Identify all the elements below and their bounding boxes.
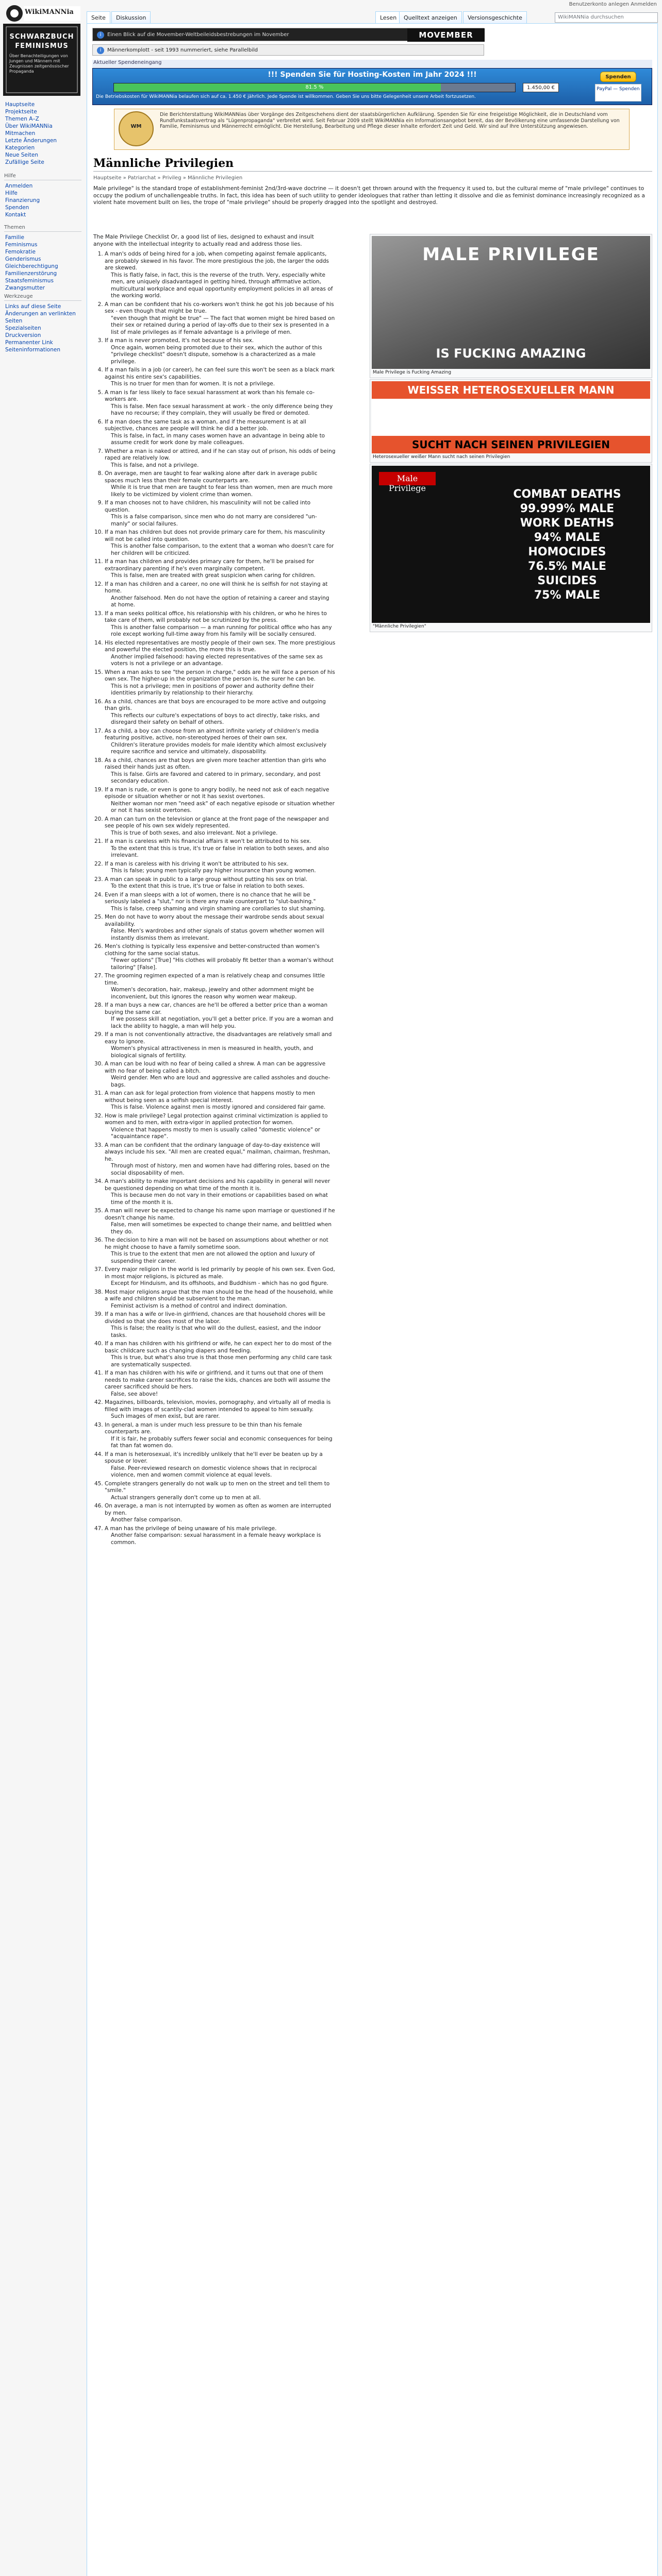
rebuttal-text: This is false. Violence against men is mostly ignored and considered fair game. bbox=[111, 1104, 326, 1110]
list-item bbox=[105, 1399, 336, 1420]
secondary-banner[interactable] bbox=[92, 44, 484, 56]
topic-item-7[interactable]: Zwangsmutter bbox=[5, 285, 45, 291]
claim-text: If a man has children with his girlfriend or wife, he can expect her to do most of the basic childcare such as changing diapers and feeding. bbox=[105, 1341, 332, 1354]
breadcrumb[interactable]: Hauptseite » Patriarchat » Privileg » Männliche Privilegien bbox=[93, 175, 243, 181]
claim-text: Complete strangers generally do not walk up to men on the street and tell them to "smile." bbox=[105, 1480, 330, 1494]
list-item bbox=[105, 1481, 336, 1502]
list-item bbox=[105, 669, 336, 697]
stat-line: 75% MALE bbox=[534, 589, 601, 602]
claim-text: If a man does the same task as a woman, and if the measurement is at all subjective, chances are people will think he did a better job. bbox=[105, 418, 306, 432]
claim-text: If a man is not conventionally attractive, the disadvantages are relatively small and easy to ignore. bbox=[105, 1031, 332, 1045]
claim-text: A man can be confident that his co-workers won't think he got his job because of his sex - even though that might be true. bbox=[105, 301, 334, 314]
list-item bbox=[105, 1311, 336, 1339]
claim-text: If a man is careless with his financial affairs it won't be attributed to his sex. bbox=[105, 838, 311, 844]
nav-item-4[interactable]: Mitmachen bbox=[5, 130, 36, 137]
article-body bbox=[93, 234, 336, 1548]
stats-label: Male Privilege bbox=[379, 472, 436, 485]
rebuttal-text: If we possess skill at negotiation, you'll get a better price. If you are a woman and lack the ability to haggle, a man will help you. bbox=[111, 1016, 334, 1029]
tool-item-3[interactable]: Druckversion bbox=[5, 332, 41, 338]
rebuttal-text: To the extent that this is true, it's true or false in relation to both sexes. bbox=[111, 883, 305, 889]
rebuttal-text: Except for Hinduism, and its offshoots, and Buddhism - which has no god figure. bbox=[111, 1280, 328, 1286]
list-item bbox=[105, 1526, 336, 1547]
help-portal bbox=[4, 173, 81, 218]
donate-button[interactable]: Spenden bbox=[600, 72, 636, 82]
rebuttal-text: This is true of both sexes, and also irrelevant. Not a privilege. bbox=[111, 829, 278, 836]
claim-text: If a man has children and provides primary care for them, he'll be praised for extraordinary parenting if he's even marginally competent. bbox=[105, 558, 315, 572]
rebuttal-text: If it is fair, he probably suffers fewer social and economic consequences for being fat than fat women do. bbox=[111, 1435, 333, 1449]
rebuttal-text: Once again, women being promoted due to their sex, which the author of this "privilege checklist" doesn't dispute, somehow is a characterized as a male privilege. bbox=[111, 344, 322, 365]
image-caption: "Männliche Privilegien" bbox=[373, 624, 426, 629]
topic-item-1[interactable]: Feminismus bbox=[5, 242, 38, 248]
donation-progress-text: 81.5 % bbox=[305, 84, 324, 90]
stats-image bbox=[372, 466, 650, 623]
list-item bbox=[105, 728, 336, 756]
movember-banner[interactable] bbox=[92, 28, 484, 41]
nav-item-3[interactable]: Über WikiMANNia bbox=[5, 123, 53, 129]
rebuttal-text: While it is true that men are taught to fear less than women, men are much more likely to be victimized by violent crime than women. bbox=[111, 484, 333, 498]
rebuttal-text: This is no truer for men than for women. It is not a privilege. bbox=[111, 381, 275, 387]
logo-sub2: FEMINISMUS bbox=[15, 42, 69, 50]
image-male-privilege-stats[interactable] bbox=[370, 464, 652, 632]
rebuttal-text: This is false; the reality is that who will do the dullest, easiest, and the indoor tasks. bbox=[111, 1325, 321, 1338]
list-item bbox=[105, 470, 336, 498]
info-text: Die Berichterstattung WikiMANNias über Vorgänge des Zeitgeschehens dient der staatsbürgerlichen Aufklärung. Spenden Sie für eine freigeistige Möglichkeit, die in Deutschland vom Rundfunkstaatsvertrag als "Lügenpropaganda" verbreitet wird. Seit Februar 2009 stellt WikiMANNia ein Informationsangebot bereit, das der Bevölkerung eine umfassende Darstellung von Familie, Feminismus und Männerrecht ermöglicht. Die Herstellung, Bearbeitung und Pflege dieser Inhalte erfordert Zeit und Geld. Wir sind auf Ihre Unterstützung angewiesen. bbox=[160, 112, 620, 129]
rebuttal-text: This is true to the extent that men are not allowed the option and luxury of suspending their career. bbox=[111, 1251, 315, 1264]
rebuttal-text: Through most of history, men and women have had differing roles, based on the social disposability of men. bbox=[111, 1163, 330, 1176]
list-item bbox=[105, 1090, 336, 1111]
claim-text: Men do not have to worry about the message their wardrobe sends about sexual availability. bbox=[105, 914, 324, 927]
topic-item-4[interactable]: Gleichberechtigung bbox=[5, 263, 58, 269]
rebuttal-text: Violence that happens mostly to men is usually called "domestic violence" or "acquaintance rape". bbox=[111, 1126, 320, 1140]
rebuttal-text: This is another false comparison, to the extent that a woman who doesn't care for her children will be criticized. bbox=[111, 543, 334, 556]
claim-text: A man can be loud with no fear of being called a shrew. A man can be aggressive with no fear of being called a bitch. bbox=[105, 1061, 326, 1074]
rebuttal-text: This is a false comparison, since men who do not marry are considered "un-manly" or social failures. bbox=[111, 514, 317, 527]
nav-item-6[interactable]: Kategorien bbox=[5, 145, 35, 151]
rebuttal-text: Actual strangers generally don't come up to men at all. bbox=[111, 1494, 261, 1501]
banner1-text: Einen Blick auf die Movember-Weltbeileidsbestrebungen im November bbox=[107, 32, 289, 38]
rebuttal-text: This is false, in fact, in many cases women have an advantage in being able to assume credit for work done by male colleagues. bbox=[111, 432, 325, 446]
list-item bbox=[105, 838, 336, 859]
rebuttal-text: Another false comparison: sexual harassment in a female heavy workplace is common. bbox=[111, 1532, 321, 1546]
title-divider bbox=[93, 171, 652, 172]
nav-item-2[interactable]: Themen A–Z bbox=[5, 116, 39, 122]
list-item bbox=[105, 500, 336, 528]
donation-progress-bar bbox=[113, 83, 516, 92]
rebuttal-text: This is because men do not vary in their emotions or capabilities based on what time of the month it is. bbox=[111, 1192, 328, 1206]
topics-heading: Themen bbox=[4, 225, 81, 232]
claim-text: If a man chooses not to have children, his masculinity will not be called into question. bbox=[105, 500, 311, 513]
movember-logo: MOVEMBER bbox=[407, 28, 485, 42]
rebuttal-text: This is true, but what's also true is that those men performing any child care task are systematically suspected. bbox=[111, 1354, 332, 1368]
meme-bottom-text: IS FUCKING AMAZING bbox=[436, 346, 586, 361]
rebuttal-text: "even though that might be true" — The fact that women might be hired based on their sex or retained during a period of lay-offs due to their sex is presented in a list of male privileges as if female advantage is a privilege of men. bbox=[111, 315, 335, 335]
meme-bottom-text: SUCHT NACH SEINEN PRIVILEGIEN bbox=[372, 436, 650, 453]
help-item-1[interactable]: Hilfe bbox=[5, 190, 18, 196]
claim-text: If a man is rude, or even is gone to angry bodily, he need not ask of each negative episode or situation whether or not it has sexist overtones. bbox=[105, 786, 329, 800]
search-input[interactable]: WikiMANNia durchsuchen bbox=[555, 12, 658, 23]
rebuttal-text: False. Peer-reviewed research on domestic violence shows that in reciprocal violence, men and women commit violence at equal levels. bbox=[111, 1465, 317, 1478]
claim-text: If a man has children and a career, no one will think he is selfish for not staying at home. bbox=[105, 581, 328, 594]
claim-text: If a man seeks political office, his relationship with his children, or who he hires to take care of them, will probably not be scrutinized by the press. bbox=[105, 610, 327, 623]
nav-item-0[interactable]: Hauptseite bbox=[5, 101, 35, 108]
meme-image bbox=[372, 236, 650, 369]
list-item bbox=[105, 892, 336, 913]
list-item bbox=[105, 611, 336, 638]
tool-item-5[interactable]: Seiteninformationen bbox=[5, 347, 60, 353]
rebuttal-text: "Fewer options" [True] "His clothes will probably fit better than a woman's without tailoring" [False]. bbox=[111, 957, 334, 971]
list-item bbox=[105, 448, 336, 469]
list-item bbox=[105, 1266, 336, 1287]
logo-sub: SCHWARZBUCH bbox=[9, 33, 74, 41]
list-item bbox=[105, 1237, 336, 1265]
topic-item-3[interactable]: Genderismus bbox=[5, 256, 41, 262]
rebuttal-text: This is false, creep shaming and virgin shaming are corollaries to slut shaming. bbox=[111, 905, 326, 912]
list-item bbox=[105, 1422, 336, 1450]
claim-text: If a man is careless with his driving it won't be attributed to his sex. bbox=[105, 860, 289, 867]
help-item-0[interactable]: Anmelden bbox=[5, 183, 33, 189]
claim-text: As a child, chances are that boys are encouraged to be more active and outgoing than girls. bbox=[105, 698, 326, 711]
rebuttal-text: False. Men's wardrobes and other signals of status govern whether women will instantly dismiss them as irrelevant. bbox=[111, 928, 325, 941]
list-item bbox=[105, 301, 336, 336]
rebuttal-text: Another falsehood. Men do not have the option of retaining a career and staying at home. bbox=[111, 595, 329, 608]
rebuttal-text: This is false, men are treated with great suspicion when caring for children. bbox=[111, 572, 316, 579]
help-item-2[interactable]: Finanzierung bbox=[5, 197, 40, 204]
site-logo[interactable] bbox=[3, 2, 80, 97]
rebuttal-text: False, men will sometimes be expected to change their name, and belittled when they do. bbox=[111, 1222, 332, 1235]
list-item bbox=[105, 367, 336, 388]
tab-history[interactable]: Versionsgeschichte bbox=[463, 11, 527, 24]
image-straight-white-man[interactable] bbox=[370, 379, 652, 463]
rebuttal-text: Another implied falsehood: having elected representatives of the same sex as voters is not a privilege or an advantage. bbox=[111, 653, 323, 667]
claim-text: Every major religion in the world is led primarily by people of his own sex. Even God, in most major religions, is pictured as male. bbox=[105, 1266, 335, 1280]
stat-line: SUICIDES bbox=[537, 574, 597, 587]
list-item bbox=[105, 1289, 336, 1310]
info-icon: i bbox=[97, 47, 104, 54]
rebuttal-text: Feminist activism is a method of control and indirect domination. bbox=[111, 1302, 288, 1309]
claim-text: A man can be confident that the ordinary language of day-to-day existence will always include his sex. "All men are created equal," mailman, chairman, freshman, he. bbox=[105, 1142, 330, 1162]
claim-text: A man can ask for legal protection from violence that happens mostly to men without being seen as a selfish special interest. bbox=[105, 1090, 316, 1104]
claim-text: If a man is never promoted, it's not because of his sex. bbox=[105, 337, 254, 344]
list-item bbox=[105, 973, 336, 1001]
stat-line: COMBAT DEATHS bbox=[513, 488, 621, 501]
list-item bbox=[105, 914, 336, 942]
tools-heading: Werkzeuge bbox=[4, 294, 81, 301]
claim-text: A man has the privilege of being unaware of his male privilege. bbox=[105, 1525, 277, 1532]
tab-page[interactable]: Seite bbox=[87, 11, 110, 24]
claim-text: If a man has children with his wife or girlfriend, and it turns out that one of them needs to make career sacrifices to raise the kids, chances are both will assume the career sacrificed should be hers. bbox=[105, 1370, 330, 1390]
rebuttal-text: This is false. Men face sexual harassment at work - the only difference being they have no recourse; if they complain, they will usually be fired or demoted. bbox=[111, 403, 333, 416]
stat-line: WORK DEATHS bbox=[520, 517, 615, 530]
claim-text: Even if a man sleeps with a lot of women, there is no chance that he will be seriously labeled a "slut," nor is there any male counterpart to "slut-bashing." bbox=[105, 891, 316, 905]
info-box bbox=[114, 109, 630, 150]
claim-text: How is male privilege? Legal protection against criminal victimization is applied to women and to men, with extra-vigor in applied protection for women. bbox=[105, 1112, 328, 1126]
claim-text: On average, men are taught to fear walking alone after dark in average public spaces much less than their female counterparts are. bbox=[105, 470, 318, 484]
list-item bbox=[105, 1370, 336, 1398]
nav-portal bbox=[4, 101, 81, 166]
claim-text: If a man is heterosexual, it's incredibly unlikely that he'll ever be beaten up by a spouse or lover. bbox=[105, 1451, 323, 1464]
list-item bbox=[105, 861, 336, 875]
rebuttal-text: To the extent that this is true, it's true or false in relation to both sexes, and also irrelevant. bbox=[111, 845, 329, 858]
intro-paragraph: Male privilege" is the standard trope of establishment-feminist 2nd/3rd-wave doctrine — it doesn't get thrown around with the frequency it used to, but the cultural meme of "male privilege" continues to occupy the podium of unchallengeable truths. In fact, this idea has been of such utility to gender ideologues that rather than letting it dissolve and die as feminist dominance increasingly recognized as a violent hate movement built on lies, the trope of "male privilege" should be properly dragged into the spotlight and destroyed. bbox=[93, 185, 645, 206]
claim-text: A man is far less likely to face sexual harassment at work than his female co-workers are. bbox=[105, 389, 315, 402]
tool-item-1[interactable]: Änderungen an verlinkten Seiten bbox=[5, 311, 76, 324]
list-item bbox=[105, 876, 336, 890]
donation-goal: 1.450,00 € bbox=[523, 83, 559, 92]
nav-item-7[interactable]: Neue Seiten bbox=[5, 152, 39, 158]
meme-top-text: WEISSER HETEROSEXUELLER MANN bbox=[372, 381, 650, 399]
list-item bbox=[105, 529, 336, 557]
help-item-3[interactable]: Spenden bbox=[5, 205, 29, 211]
sidebar bbox=[0, 0, 87, 2576]
rebuttal-text: This is false; young men typically pay higher insurance than young women. bbox=[111, 868, 316, 874]
content-area bbox=[87, 23, 658, 2576]
list-item bbox=[105, 558, 336, 580]
rebuttal-text: Weird gender. Men who are loud and aggressive are called assholes and douche-bags. bbox=[111, 1075, 330, 1088]
list-item bbox=[105, 389, 336, 417]
list-item bbox=[105, 1061, 336, 1089]
tool-item-0[interactable]: Links auf diese Seite bbox=[5, 303, 61, 310]
list-item bbox=[105, 1341, 336, 1368]
nav-item-5[interactable]: Letzte Änderungen bbox=[5, 138, 57, 144]
rebuttal-text: This is false, and not a privilege. bbox=[111, 462, 199, 468]
nav-item-1[interactable]: Projektseite bbox=[5, 109, 37, 115]
list-item bbox=[105, 419, 336, 447]
coin-icon: WM bbox=[119, 111, 154, 146]
stat-line: 94% MALE bbox=[534, 531, 601, 544]
claim-text: If a man buys a new car, chances are he'll be offered a better price than a woman buying the same car. bbox=[105, 1002, 328, 1015]
claim-text: The decision to hire a man will not be based on assumptions about whether or not he might choose to have a family sometime soon. bbox=[105, 1237, 328, 1250]
page-title: Männliche Privilegien bbox=[93, 157, 234, 170]
meme-image bbox=[372, 381, 650, 453]
claim-text: His elected representatives are mostly people of their own sex. The more prestigious and powerful the elected position, the more this is true. bbox=[105, 639, 336, 653]
logo-name: WikiMANNia bbox=[25, 8, 74, 16]
list-item bbox=[105, 640, 336, 668]
stat-line: HOMOCIDES bbox=[528, 546, 606, 558]
rebuttal-text: Women's decoration, hair, makeup, jewelry and other adornment might be inconvenient, but this ignores the reason why women wear makeup. bbox=[111, 987, 314, 1000]
claim-text: A man's ability to make important decisions and his capability in general will never be questioned depending on what time of the month it is. bbox=[105, 1178, 330, 1192]
stat-line: 76.5% MALE bbox=[528, 560, 606, 573]
user-links[interactable]: Benutzerkonto anlegen Anmelden bbox=[569, 2, 657, 7]
list-item bbox=[105, 1113, 336, 1141]
rebuttal-text: Children's literature provides models for male identity which almost exclusively require sacrifice and service and ultimately, disposability. bbox=[111, 741, 327, 755]
checklist-heading: The Male Privilege Checklist Or, a good list of lies, designed to exhaust and insult anyone with the intellectual integrity to actually read and address those lies. bbox=[93, 234, 314, 247]
topics-portal bbox=[4, 225, 81, 292]
paypal-button[interactable]: PayPal — Spenden bbox=[595, 84, 641, 101]
help-item-4[interactable]: Kontakt bbox=[5, 212, 26, 218]
image-caption: Male Privilege is Fucking Amazing bbox=[373, 370, 452, 375]
list-item bbox=[105, 1002, 336, 1030]
claim-text: If a man has children but does not provide primary care for them, his masculinity will not be called into question. bbox=[105, 529, 325, 543]
claim-text: A man can turn on the television or glance at the front page of the newspaper and see people of his own sex widely represented. bbox=[105, 816, 329, 829]
list-item bbox=[105, 787, 336, 815]
drive-footer: Die Betriebskosten für WikiMANNia belaufen sich auf ca. 1.450 € jährlich. Jede Spende ist willkommen. Geben Sie uns bitte Gelegenheit unsere Arbeit fortzusetzen. bbox=[96, 94, 476, 99]
list-item bbox=[105, 1031, 336, 1059]
rebuttal-text: This is another false comparison — a man running for political office who has any role except working full-time away from his family will be socially censured. bbox=[111, 624, 332, 637]
rebuttal-text: Women's physical attractiveness in men is measured in health, youth, and biological signals of fertility. bbox=[111, 1045, 313, 1059]
rebuttal-text: This is flatly false, in fact, this is the reverse of the truth. Very, especially white men, are uniquely disadvantaged in getting hired, through affirmative action, multicultural workplace and equal opportunity employment policies in all areas of the working world. bbox=[111, 272, 333, 299]
claim-text: The grooming regimen expected of a man is relatively cheap and consumes little time. bbox=[105, 973, 325, 986]
tool-item-4[interactable]: Permanenter Link bbox=[5, 340, 53, 346]
page-tabs bbox=[87, 11, 658, 24]
donation-drive bbox=[92, 68, 652, 105]
claim-text: A man's odds of being hired for a job, when competing against female applicants, are probably skewed in his favor. The more prestigious the job, the larger the odds are skewed. bbox=[105, 251, 329, 271]
claim-text: A man will never be expected to change his name upon marriage or questioned if he doesn't change his name. bbox=[105, 1208, 335, 1221]
meme-top-text: MALE PRIVILEGE bbox=[422, 244, 600, 265]
claim-text: A man can speak in public to a large group without putting his sex on trial. bbox=[105, 876, 308, 883]
privilege-list bbox=[105, 251, 336, 1546]
claim-text: When a man asks to see "the person in charge," odds are he will face a person of his own sex. The higher-up in the organization the person is, the surer he can be. bbox=[105, 669, 335, 682]
logo-tagline: Über Benachteiligungen von Jungen und Männern mit Zeugnissen zeitgenössischer Propaganda bbox=[9, 54, 69, 74]
rebuttal-text: This is false. Girls are favored and catered to in primary, secondary, and post secondary education. bbox=[111, 771, 321, 784]
rebuttal-text: Such images of men exist, but are rarer. bbox=[111, 1413, 220, 1419]
list-item bbox=[105, 816, 336, 837]
claim-text: As a child, chances are that boys are given more teacher attention than girls who raised their hands just as often. bbox=[105, 757, 326, 770]
list-item bbox=[105, 581, 336, 609]
image-caption: Heterosexueller weißer Mann sucht nach seinen Privilegien bbox=[373, 454, 510, 460]
claim-text: Men's clothing is typically less expensive and better-constructed than women's clothing for the same social status. bbox=[105, 943, 320, 957]
stats-list bbox=[492, 487, 642, 603]
banner2-text: Männerkomplott - seit 1993 nummeriert, siehe Parallelbild bbox=[107, 47, 258, 53]
rebuttal-text: Neither woman nor men "need ask" of each negative episode or situation whether or not it has sexist overtones. bbox=[111, 800, 335, 814]
claim-text: On average, a man is not interrupted by women as often as women are interrupted by men. bbox=[105, 1503, 332, 1516]
list-item bbox=[105, 699, 336, 726]
list-item bbox=[105, 1208, 336, 1235]
topic-item-5[interactable]: Familienzerstörung bbox=[5, 270, 57, 277]
info-icon: i bbox=[97, 31, 104, 39]
tab-view-source[interactable]: Quelltext anzeigen bbox=[399, 11, 462, 24]
stat-line: 99.999% MALE bbox=[520, 502, 615, 515]
image-male-privilege[interactable] bbox=[370, 234, 652, 378]
list-item bbox=[105, 1178, 336, 1206]
tools-portal bbox=[4, 294, 81, 353]
claim-text: If a man has a wife or live-in girlfriend, chances are that household chores will be divided so that she does most of the labor. bbox=[105, 1311, 325, 1325]
tab-discussion[interactable]: Diskussion bbox=[111, 11, 151, 24]
tab-read[interactable]: Lesen bbox=[375, 11, 401, 24]
list-item bbox=[105, 757, 336, 785]
nav-item-8[interactable]: Zufällige Seite bbox=[5, 159, 44, 165]
list-item bbox=[105, 943, 336, 971]
list-item bbox=[105, 1451, 336, 1479]
claim-text: If a man fails in a job (or career), he can feel sure this won't be seen as a black mark against his entire sex's capabilities. bbox=[105, 367, 335, 380]
donation-status-label: Aktueller Spendeneingang bbox=[92, 60, 652, 68]
list-item bbox=[105, 1142, 336, 1177]
rebuttal-text: Another false comparison. bbox=[111, 1517, 183, 1523]
tool-item-2[interactable]: Spezialseiten bbox=[5, 325, 41, 331]
rebuttal-text: False, see above! bbox=[111, 1391, 158, 1397]
rebuttal-text: This reflects our culture's expectations of boys to act directly, take risks, and disregard their safety on behalf of others. bbox=[111, 712, 320, 725]
claim-text: Magazines, billboards, television, movies, pornography, and virtually all of media is filled with images of scantily-clad women intended to appeal to him sexually. bbox=[105, 1399, 331, 1413]
list-item bbox=[105, 337, 336, 365]
drive-title: !!! Spenden Sie für Hosting-Kosten im Jahr 2024 !!! bbox=[268, 71, 477, 79]
topic-item-0[interactable]: Familie bbox=[5, 234, 24, 241]
topic-item-2[interactable]: Femokratie bbox=[5, 249, 36, 255]
topic-item-6[interactable]: Staatsfeminismus bbox=[5, 278, 54, 284]
list-item bbox=[105, 251, 336, 300]
list-item bbox=[105, 1503, 336, 1524]
claim-text: As a child, a boy can choose from an almost infinite variety of children's media featuring positive, active, non-stereotyped heroes of their own sex. bbox=[105, 727, 319, 741]
claim-text: Most major religions argue that the man should be the head of the household, while a wife and children should be subservient to the man. bbox=[105, 1289, 333, 1302]
claim-text: In general, a man is under much less pressure to be thin than his female counterparts are. bbox=[105, 1421, 302, 1435]
help-heading: Hilfe bbox=[4, 173, 81, 180]
rebuttal-text: This is not a privilege; men in positions of power and authority define their identities primarily by relationship to their hierarchy. bbox=[111, 683, 314, 696]
claim-text: Whether a man is naked or attired, and if he can stay out of prison, his odds of being raped are relatively low. bbox=[105, 448, 336, 461]
